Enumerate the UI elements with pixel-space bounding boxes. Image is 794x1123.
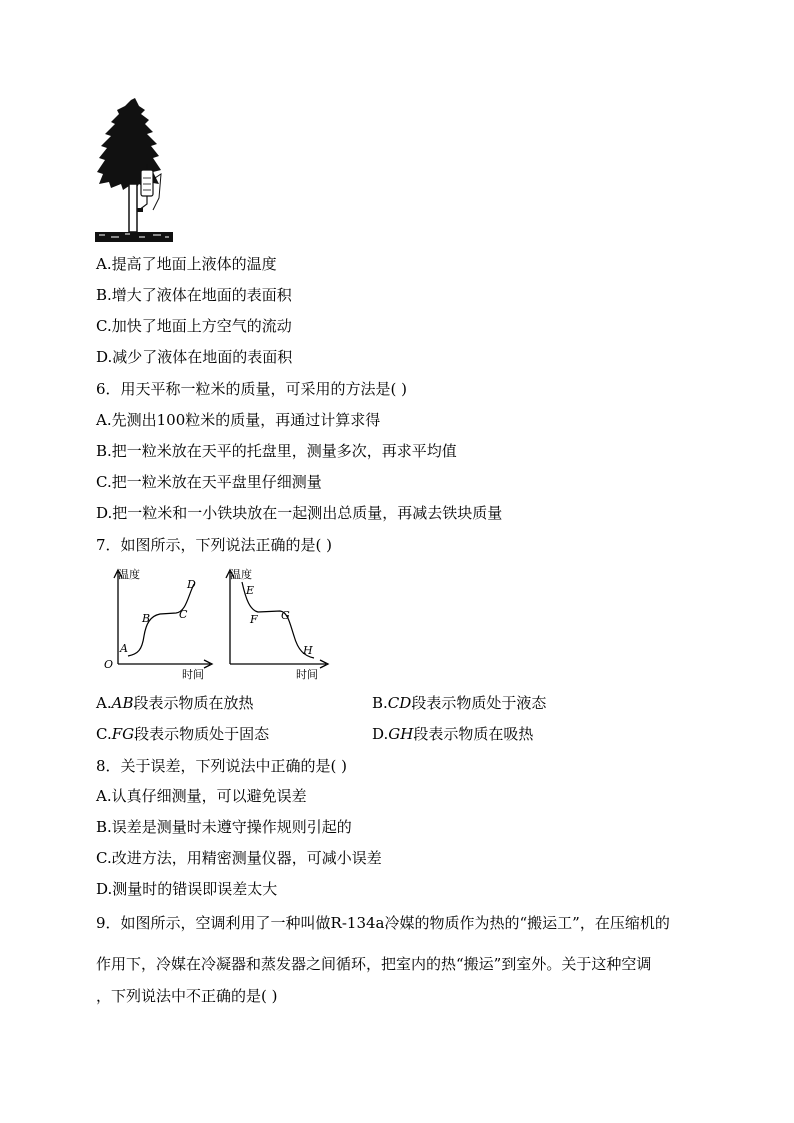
q7-option-b: B.CD段表示物质处于液态 [372, 694, 547, 712]
graph1-point-b: B [142, 612, 151, 625]
q8-option-c: C.改进方法，用精密测量仪器，可减小误差 [96, 849, 382, 867]
graph2-point-f: F [250, 613, 258, 626]
graph1-origin: O [104, 658, 114, 671]
q6-option-a: A.先测出100粒米的质量，再通过计算求得 [96, 411, 381, 429]
graph1-xlabel: 时间 [182, 668, 204, 680]
q9-line-2: 作用下，冷媒在冷凝器和蒸发器之间循环，把室内的热“搬运”到室外。关于这种空调 [96, 955, 652, 973]
q7-option-d: D.GH段表示物质在吸热 [372, 725, 534, 743]
q8-option-d: D.测量时的错误即误差太大 [96, 880, 278, 898]
graph2-xlabel: 时间 [296, 668, 318, 680]
graph2-point-e: E [246, 584, 255, 597]
graph1-point-c: C [179, 608, 188, 621]
q6-stem: 6．用天平称一粒米的质量，可采用的方法是( ) [96, 380, 408, 398]
q7-option-c: C.FG段表示物质处于固态 [96, 725, 270, 743]
tree-drip-figure [95, 98, 175, 244]
q7-option-a: A.AB段表示物质在放热 [96, 694, 254, 712]
graph1-ylabel: 温度 [118, 568, 140, 581]
q6-option-b: B.把一粒米放在天平的托盘里，测量多次，再求平均值 [96, 442, 457, 460]
q7-graphs [100, 566, 336, 680]
graph2-point-h: H [303, 644, 313, 657]
graph1-point-d: D [187, 578, 196, 591]
q5-option-b: B.增大了液体在地面的表面积 [96, 286, 292, 304]
q9-line-3: ，下列说法中不正确的是( ) [96, 987, 278, 1005]
q8-stem: 8．关于误差，下列说法中正确的是( ) [96, 757, 348, 775]
q5-option-a: A.提高了地面上液体的温度 [96, 255, 277, 273]
q5-option-d: D.减少了液体在地面的表面积 [96, 348, 293, 366]
graph1-point-a: A [120, 642, 128, 655]
q6-option-d: D.把一粒米和一小铁块放在一起测出总质量，再减去铁块质量 [96, 504, 503, 522]
graph2-ylabel: 温度 [230, 568, 252, 581]
q8-option-a: A.认真仔细测量，可以避免误差 [96, 787, 307, 805]
q7-stem: 7．如图所示，下列说法正确的是( ) [96, 536, 333, 554]
graph2-point-g: G [281, 609, 290, 622]
q5-option-c: C.加快了地面上方空气的流动 [96, 317, 292, 335]
q8-option-b: B.误差是测量时未遵守操作规则引起的 [96, 818, 352, 836]
q6-option-c: C.把一粒米放在天平盘里仔细测量 [96, 473, 322, 491]
q9-line-1: 9．如图所示，空调利用了一种叫做R-134a冷媒的物质作为热的“搬运工”，在压缩机的 [96, 914, 670, 932]
